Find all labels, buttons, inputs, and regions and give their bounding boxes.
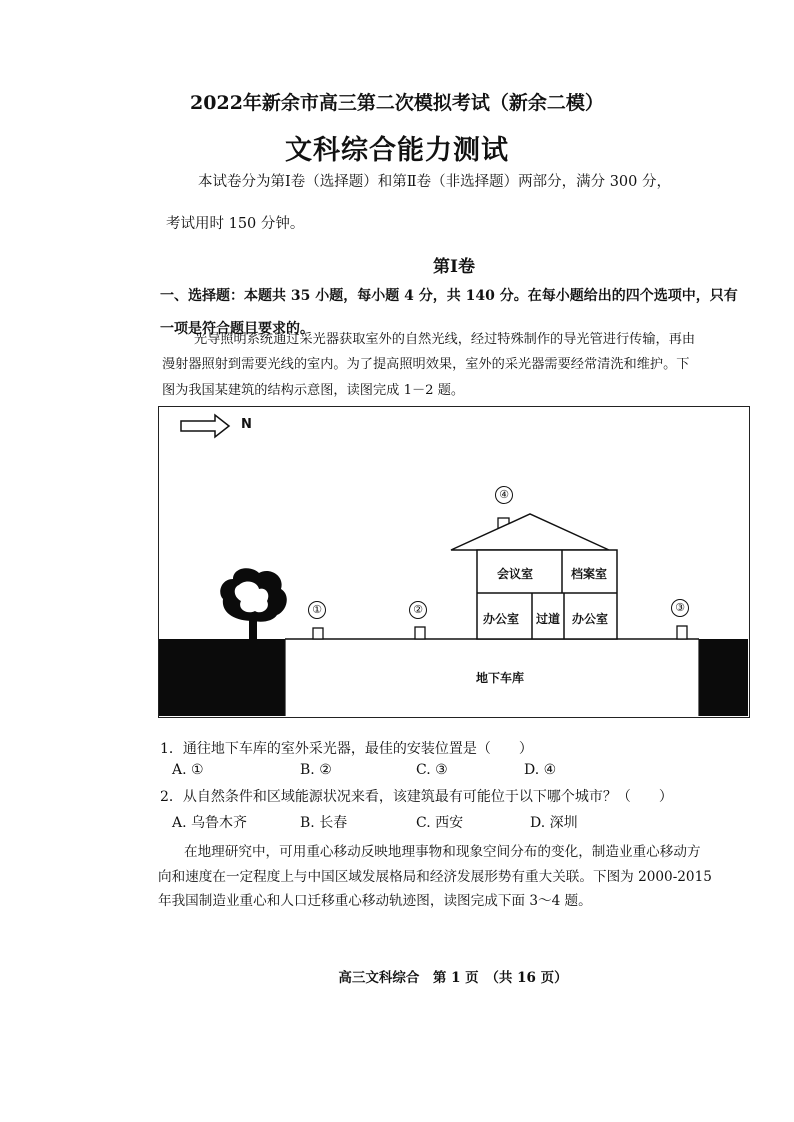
marker-3: ③ [671,599,689,617]
north-label: N [241,417,252,432]
section-instruction-line-1: 一、选择题：本题共 35 小题，每小题 4 分，共 140 分。在每小题给出的四个选项中，只有 [160,288,738,304]
tree-icon [220,568,287,640]
passage2-line-3: 年我国制造业重心和人口迁移重心移动轨迹图，读图完成下面 3～4 题。 [158,893,592,909]
house-roof [451,514,609,550]
ground-right [699,639,748,716]
room-archive: 档案室 [571,567,608,581]
page-footer: 高三文科综合 第 1 页 （共 16 页） [338,970,568,986]
room-office-left: 办公室 [483,612,520,626]
room-office-right: 办公室 [572,612,609,626]
room-corridor: 过道 [536,612,561,626]
marker-4: ④ [495,486,513,504]
passage1-line-3: 图为我国某建筑的结构示意图，读图完成 1－2 题。 [162,383,465,398]
part-label: 第Ⅰ卷 [433,257,475,277]
passage2-line-2: 向和速度在一定程度上与中国区域发展格局和经济发展形势有重大关联。下图为 2000-2015 [158,869,712,885]
question-1-option-b: B. ② [300,762,332,778]
collector-3 [677,626,687,639]
building-diagram [158,406,750,718]
collector-1 [313,628,323,639]
exam-title: 2022年新余市高三第二次模拟考试（新余二模） [190,92,604,114]
intro-line-1: 本试卷分为第Ⅰ卷（选择题）和第Ⅱ卷（非选择题）两部分，满分 300 分， [198,174,671,190]
marker-2: ② [409,601,427,619]
question-1-stem: 1．通往地下车库的室外采光器，最佳的安装位置是（ ） [160,741,533,757]
question-2-option-c: C. 西安 [416,815,464,831]
room-meeting: 会议室 [497,567,534,581]
question-1-option-a: A. ① [172,762,204,778]
subject-title: 文科综合能力测试 [285,135,509,166]
collector-2 [415,627,425,639]
question-2-option-b: B. 长春 [300,815,348,831]
passage1-line-2: 漫射器照射到需要光线的室内。为了提高照明效果，室外的采光器需要经常清洗和维护。下 [162,357,690,372]
marker-1: ① [308,601,326,619]
passage2-line-1: 在地理研究中，可用重心移动反映地理事物和现象空间分布的变化，制造业重心移动方 [184,844,701,860]
section-instruction-line-2: 一项是符合题目要求的。 [160,321,314,337]
building-diagram-svg [159,407,748,716]
question-1-option-d: D. ④ [524,762,557,778]
question-1-option-c: C. ③ [416,762,448,778]
north-arrow-icon [181,415,229,437]
question-2-option-d: D. 深圳 [530,815,578,831]
room-garage: 地下车库 [476,671,525,685]
ground-left [159,639,285,716]
passage1-line-1: 光导照明系统通过采光器获取室外的自然光线，经过特殊制作的导光管进行传输，再由 [194,332,696,347]
intro-line-2: 考试用时 150 分钟。 [166,216,305,232]
question-2-stem: 2．从自然条件和区域能源状况来看，该建筑最有可能位于以下哪个城市？（ ） [160,789,673,805]
question-2-option-a: A. 乌鲁木齐 [172,815,248,831]
